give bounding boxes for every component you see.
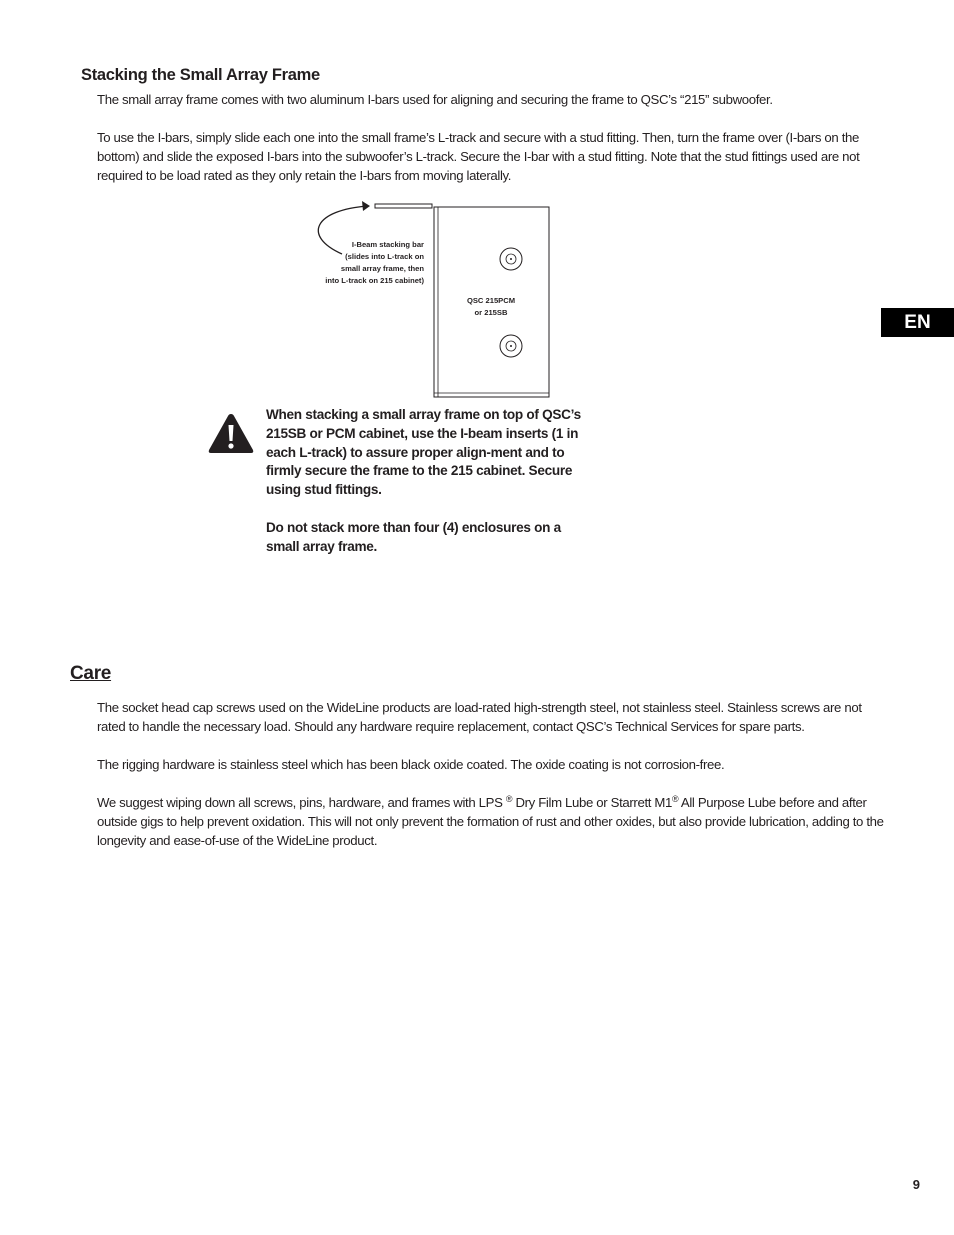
care-paragraph-3: We suggest wiping down all screws, pins, hardware, and frames with LPS ® Dry Film Lube or Starrett M1® All Purpose Lube before and after outside gigs to help prevent oxidation. This will not only prevent the formation of rust and other oxides, but also provide lubrication, adding to the longevity and ease-of-use of the WideLine product. xyxy=(97,794,884,848)
page-number: 9 xyxy=(912,1177,920,1192)
cabinet-label-line-2: or 215SB xyxy=(474,308,508,317)
i-beam-label-line-4: into L-track on 215 cabinet) xyxy=(325,276,424,285)
warning-triangle-icon xyxy=(207,412,255,456)
i-beam-label-line-2: (slides into L-track on xyxy=(345,252,424,261)
care-paragraph-1: The socket head cap screws used on the WideLine products are load-rated high-strength steel, not stainless steel. Stainless screws are not rated to handle the necessary load. Should any hardware require replacement, contact QSC’s Technical Services for spare parts. xyxy=(97,700,862,734)
section-title-care: Care xyxy=(70,663,112,684)
arrow-head-icon xyxy=(362,201,370,211)
stacking-paragraph-1: The small array frame comes with two aluminum I-bars used for aligning and securing the frame to QSC’s “215” subwoofer. xyxy=(97,92,773,107)
warning-text-1: When stacking a small array frame on top of QSC’s 215SB or PCM cabinet, use the I-beam inserts (1 in each L-track) to assure proper align-ment and to firmly secure the frame to the 215 cabinet. Secure using stud fittings. xyxy=(266,407,581,498)
language-tab: EN xyxy=(881,308,954,337)
section-title-stacking: Stacking the Small Array Frame xyxy=(81,66,320,84)
stacking-diagram xyxy=(300,196,560,406)
stacking-paragraph-2: To use the I-bars, simply slide each one into the small frame’s L-track and secure with a stud fitting. Then, turn the frame over (I-bars on the bottom) and slide the exposed I-bars into the subwoofer’s L-track. Secure the I-bar with a stud fitting. Note that the stud fittings used are not required to be load rated as they only retain the I-bars from moving laterally. xyxy=(97,130,860,183)
i-beam-label-line-3: small array frame, then xyxy=(340,264,424,273)
care-paragraph-2: The rigging hardware is stainless steel which has been black oxide coated. The oxide coating is not corrosion-free. xyxy=(97,757,725,772)
i-beam-label-line-1: I-Beam stacking bar xyxy=(351,240,424,249)
cabinet-label-line-1: QSC 215PCM xyxy=(466,296,516,305)
warning-text-2: Do not stack more than four (4) enclosures on a small array frame. xyxy=(266,520,561,554)
i-beam-bar xyxy=(375,204,432,208)
